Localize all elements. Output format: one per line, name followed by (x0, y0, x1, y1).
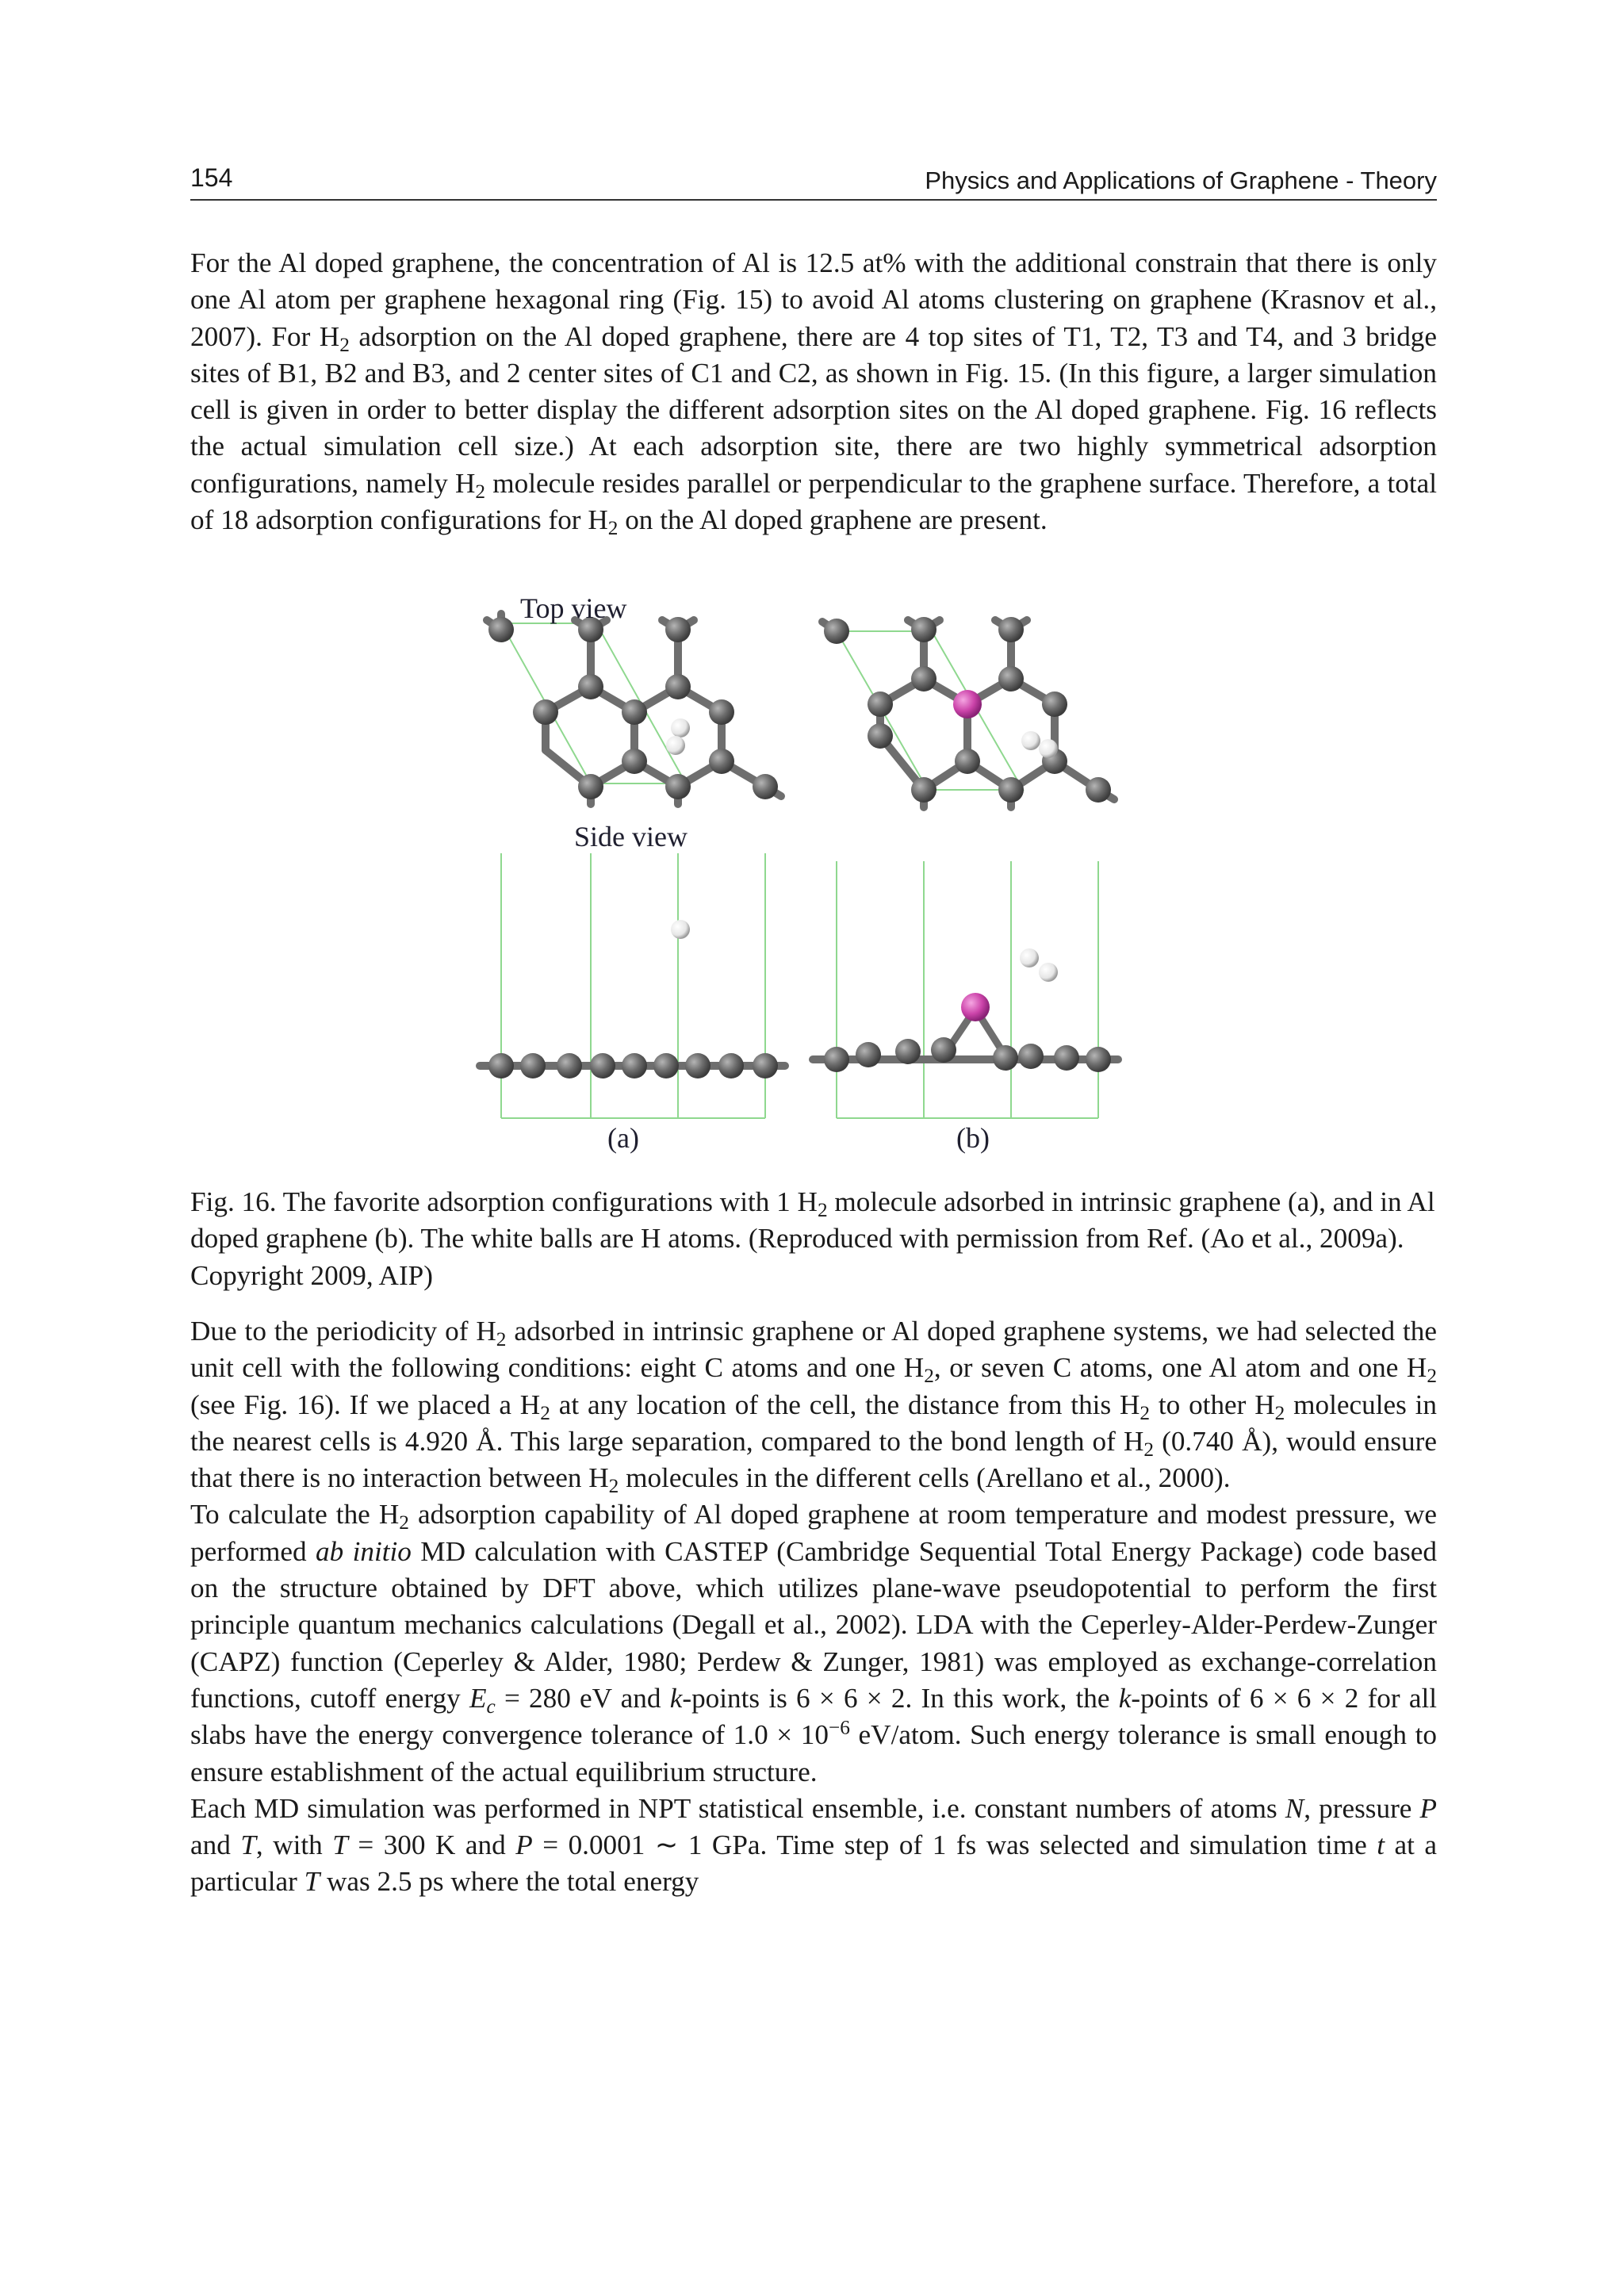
running-title: Physics and Applications of Graphene - Theory (925, 167, 1437, 194)
figure-16 (476, 592, 1142, 1163)
panel-b-top-view (822, 617, 1114, 807)
header-rule (190, 199, 1437, 201)
side-view-label: Side view (574, 821, 688, 852)
panel-a-label: (a) (607, 1122, 639, 1154)
body-text (190, 1313, 1437, 1901)
h2-molecule-b-side (1020, 948, 1058, 982)
al-atom-b-top (953, 690, 982, 718)
top-view-label: Top view (520, 592, 627, 624)
al-atom-b-side (961, 993, 990, 1021)
panel-b-side-view (813, 861, 1118, 1118)
panel-b-label: (b) (956, 1122, 990, 1154)
panel-a-top-view (487, 614, 781, 804)
h2-molecule-a-top (666, 718, 690, 755)
figure-16-graphic (476, 592, 1142, 1163)
paragraph-1: For the Al doped graphene, the concentration of Al is 12.5 at% with the additional constrain that there is only one Al atom per graphene hexagonal ring (Fig. 15) to avoid Al atoms clustering on graphene (Krasnov et al., 2007). For $H_2$ adsorption on the Al doped graphene, there are 4 top sites of T1, T2, T3 and T4, and 3 bridge sites of B1, B2 and B3, and 2 center sites of C1 and C2, as shown in Fig. 15. (In this figure, a larger simulation cell is given in order to better display the different adsorption sites on the Al doped graphene. Fig. 16 reflects the actual simulation cell size.) At each adsorption site, there are two highly symmetrical adsorption configurations, namely $H_2$ molecule resides parallel or perpendicular to the graphene surface. Therefore, a total of 18 adsorption configurations for $H_2$ on the Al doped graphene are present. (190, 247, 1437, 540)
page-number: 154 (190, 163, 233, 192)
unit-cell-outline (837, 631, 1023, 790)
h-atom-a-side (671, 920, 690, 939)
paragraph-2: Due to the periodicity of $H_2$ adsorbed in intrinsic graphene or Al doped graphene systems, we had selected the unit cell with the following conditions: eight C atoms and one $H_2$, or seven C atoms, one Al atom and one $H_2$ (see Fig. 16). If we placed a $H_2$ at any location of the cell, the distance from this $H_2$ to other $H_2$ molecules in the nearest cells is 4.920 Å. This large separation, compared to the bond length of $H_2$ (0.740 Å), would ensure that there is no interaction between $H_2$ molecules in the different cells (Arellano et al., 2000). (190, 1316, 1438, 1498)
figure-caption: Fig. 16. The favorite adsorption configurations with 1 $H_2$ molecule adsorbed in intrinsic graphene (a), and in Al doped graphene (b). The white balls are H atoms. (Reproduced with permission from Ref. (Ao et al., 2009a). Copyright 2009, AIP) (190, 1186, 1435, 1291)
paragraph-4: Each MD simulation was performed in NPT statistical ensemble, i.e. constant numbers of atoms N, pressure P and T, with T = 300 K and P = 0.0001 ∼ 1 GPa. Time step of 1 fs was selected and simulation time t at a particular T was 2.5 ps where the total energy (190, 1792, 1438, 1898)
panel-a-side-view (480, 853, 785, 1118)
paragraph-3: To calculate the $H_2$ adsorption capability of Al doped graphene at room temperature and modest pressure, we performed ab initio MD calculation with CASTEP (Cambridge Sequential Total Energy Package) code based on the structure obtained by DFT above, which utilizes plane-wave pseudopotential to perform the first principle quantum mechanics calculations (Degall et al., 2002). LDA with the Ceperley-Alder-Perdew-Zunger (CAPZ) function (Ceperley & Alder, 1980; Perdew & Zunger, 1981) was employed as exchange-correlation functions, cutoff energy $E_c = 280$ eV and k-points is 6 × 6 × 2. In this work, the k-points of 6 × 6 × 2 for all slabs have the energy convergence tolerance of $1.0 \times 10^{-6}$ eV/atom. Such energy tolerance is small enough to ensure establishment of the actual equilibrium structure. (190, 1499, 1438, 1787)
